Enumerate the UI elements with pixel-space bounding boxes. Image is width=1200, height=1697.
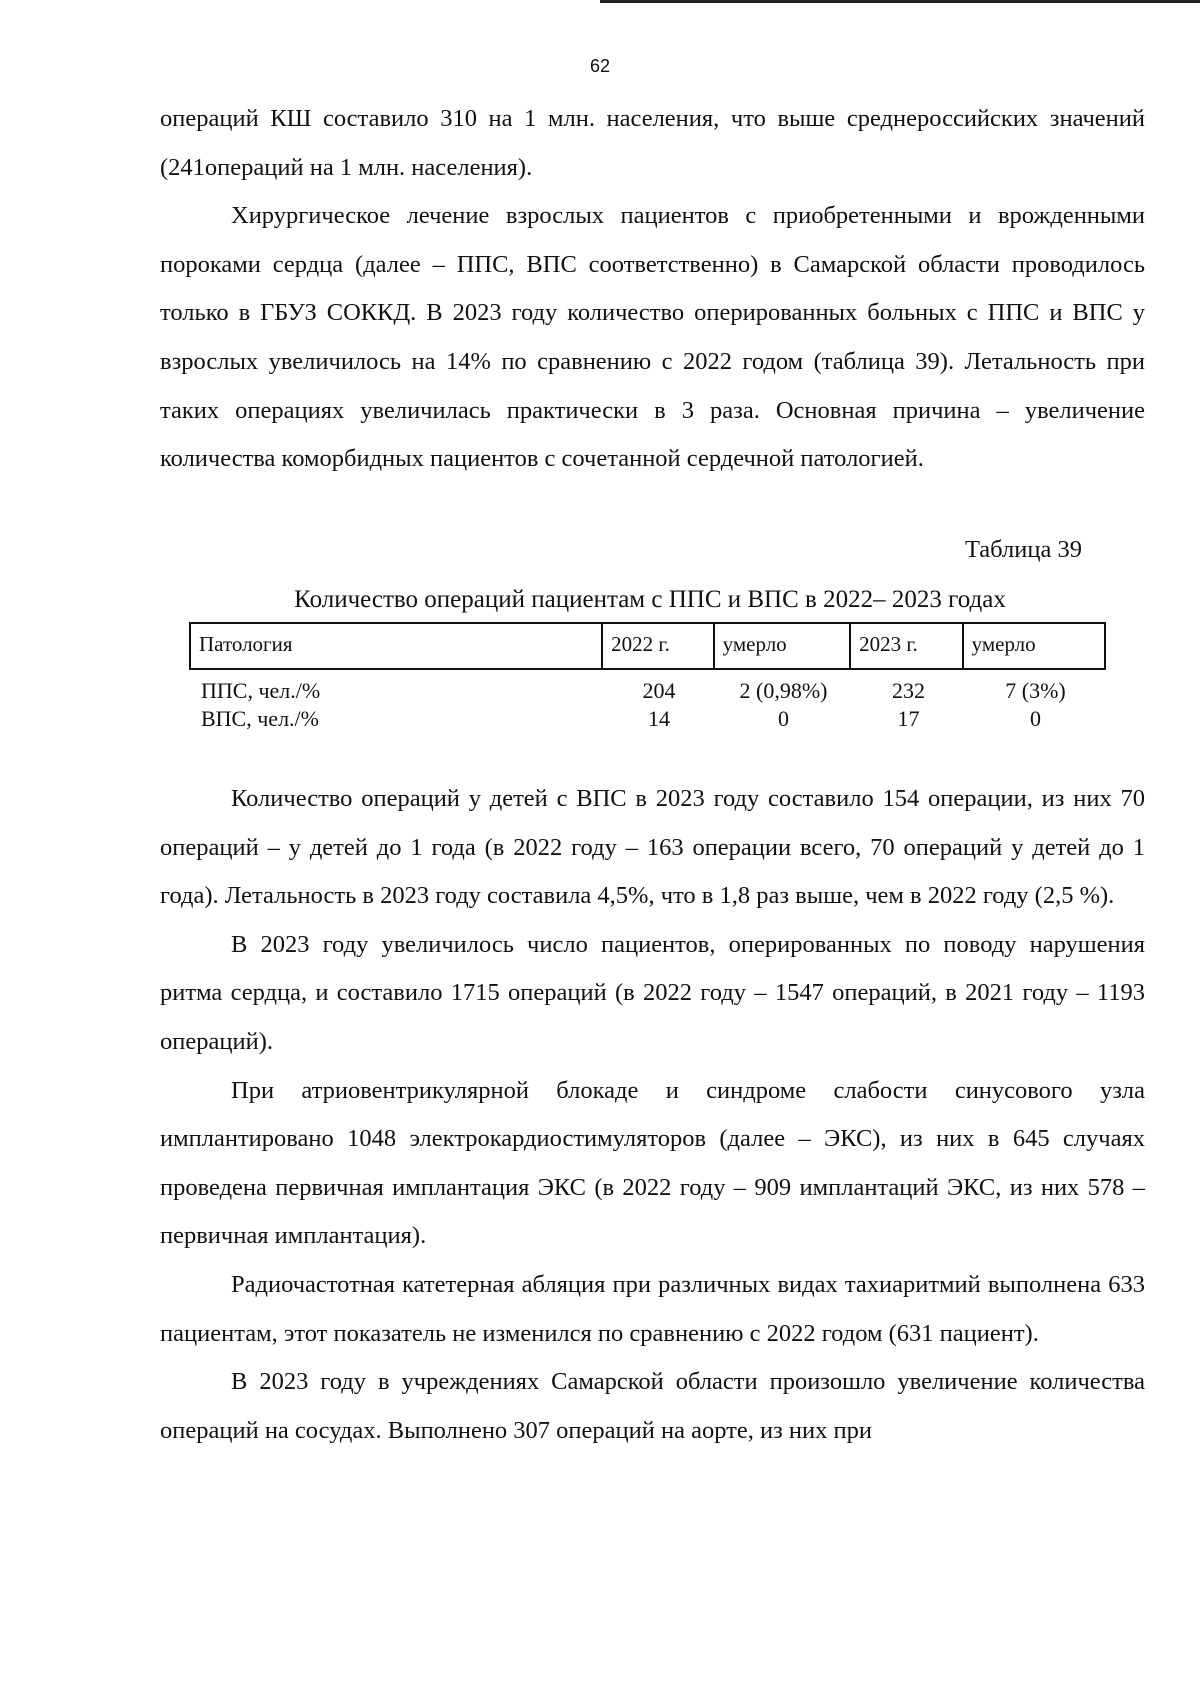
- table-cell: ППС, чел./%: [201, 678, 321, 703]
- paragraph: При атриовентрикулярной блокаде и синдроме слабости синусового узла имплантировано 1048 электрокардиостимуляторов (далее – ЭКС), из них в 645 случаях проведена первичная имплантация ЭКС (в 2022 году – 909 имплантаций ЭКС, из них 578 – первичная имплантация).: [160, 1076, 1145, 1250]
- table-cell: 17: [897, 706, 920, 731]
- table-label: Таблица 39: [964, 536, 1082, 563]
- table-header-cell: 2023 г.: [851, 624, 964, 668]
- page-number: 62: [589, 56, 611, 76]
- table-cell: 232: [892, 678, 925, 703]
- paragraph: Хирургическое лечение взрослых пациентов с приобретенными и врожденными пороками сердца (далее – ППС, ВПС соответственно) в Самарской области проводилось только в ГБУЗ СОККД. В 2023 году количество оперированных больных с ППС и ВПС у взрослых увеличилось на 14% по сравнению с 2022 годом (таблица 39). Летальность при таких операциях увеличилась практически в 3 раза. Основная причина – увеличение количества коморбидных пациентов с сочетанной сердечной патологией.: [160, 202, 1145, 473]
- paragraph: операций КШ составило 310 на 1 млн. населения, что выше среднероссийских значений (241операций на 1 млн. населения).: [160, 105, 1145, 181]
- text-block-bottom: [160, 775, 1145, 1455]
- paragraph: Радиочастотная катетерная абляция при различных видах тахиаритмий выполнена 633 пациентам, этот показатель не изменился по сравнению с 2022 годом (631 пациент).: [160, 1270, 1145, 1347]
- table-cell: 204: [642, 678, 676, 703]
- table-header-cell: Патология: [191, 624, 603, 668]
- table-header-cell: 2022 г.: [603, 624, 715, 668]
- table-title: Количество операций пациентам с ППС и ВПС в 2022– 2023 годах: [294, 586, 1006, 613]
- table-cell: 7 (3%): [1005, 678, 1066, 703]
- table-cell: 2 (0,98%): [739, 678, 828, 703]
- table-row: [189, 678, 1106, 704]
- paragraph: В 2023 году увеличилось число пациентов, оперированных по поводу нарушения ритма сердца, и составило 1715 операций (в 2022 году – 1547 операций, в 2021 году – 1193 операций).: [160, 930, 1145, 1055]
- table-header-cell: умерло: [971, 632, 1036, 656]
- table-row: [189, 706, 1106, 732]
- table-cell: ВПС, чел./%: [201, 706, 319, 731]
- paragraph: В 2023 году в учреждениях Самарской области произошло увеличение количества операций на сосудах. Выполнено 307 операций на аорте, из них при: [160, 1368, 1145, 1444]
- table-cell: 0: [1030, 706, 1041, 731]
- table-cell: 0: [778, 706, 789, 731]
- table-header-cell: умерло: [715, 624, 851, 668]
- paragraph: Количество операций у детей с ВПС в 2023 году составило 154 операции, из них 70 операций – у детей до 1 года (в 2022 году – 163 операции всего, 70 операций у детей до 1 года). Летальность в 2023 году составила 4,5%, что в 1,8 раз выше, чем в 2022 году (2,5 %).: [160, 785, 1145, 910]
- text-block-top: [160, 95, 1145, 484]
- table-header-row: [189, 622, 1106, 670]
- table-cell: 14: [648, 706, 670, 731]
- top-border-line: [600, 0, 1200, 3]
